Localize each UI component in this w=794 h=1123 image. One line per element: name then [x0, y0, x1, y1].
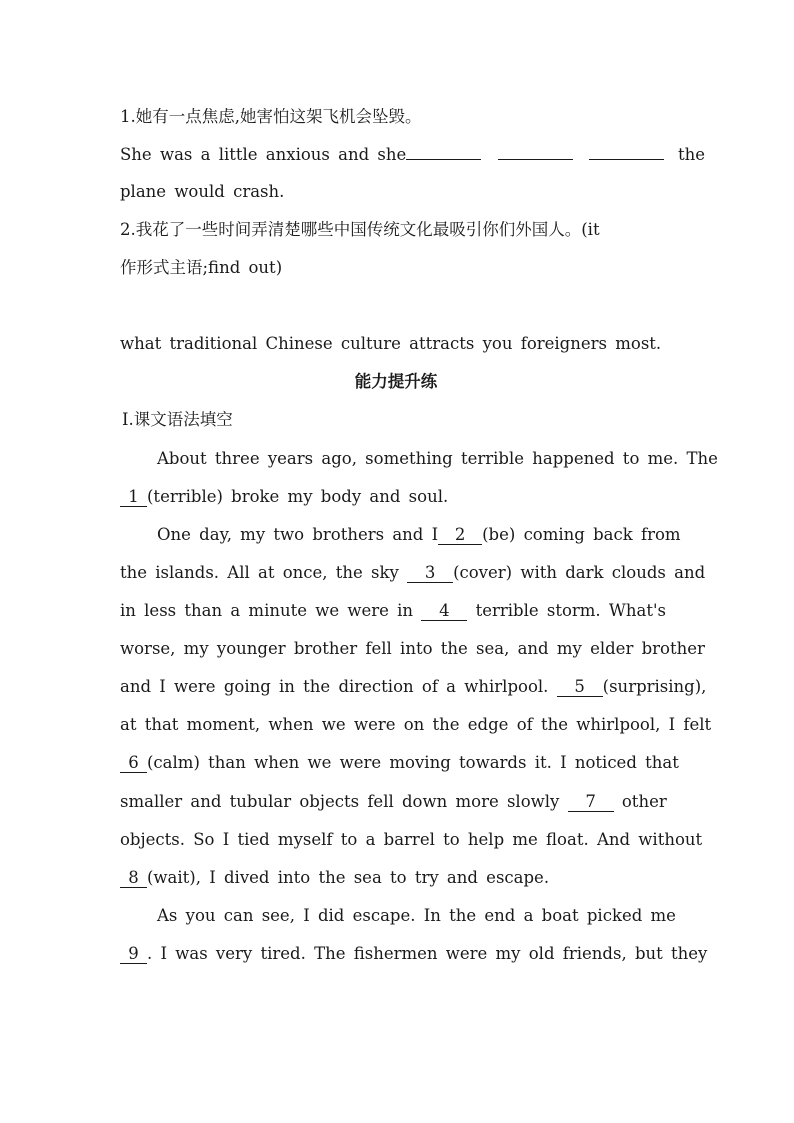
passage-line-13: As you can see, I did escape. In the end a boat picked me — [157, 906, 676, 925]
q1-blank-2[interactable] — [498, 143, 573, 160]
q1-english-text: She was a little anxious and she — [120, 145, 407, 164]
blank-9[interactable]: 9 — [120, 945, 147, 964]
blank-2[interactable]: 2 — [438, 526, 482, 545]
passage-line-3-post: (be) coming back from — [482, 525, 681, 544]
passage-line-5-post: terrible storm. What's — [475, 601, 666, 620]
q1-english-the: the — [678, 145, 706, 164]
passage-line-7 — [120, 676, 707, 698]
section-title: 能力提升练 — [354, 372, 438, 391]
passage-line-1: About three years ago, something terrible happened to me. The — [157, 449, 718, 468]
blank-8[interactable]: 8 — [120, 869, 147, 888]
passage-line-6: worse, my younger brother fell into the sea, and my elder brother — [120, 639, 705, 658]
blank-5[interactable]: 5 — [557, 678, 603, 697]
passage-line-14 — [120, 943, 708, 965]
blank-6[interactable]: 6 — [120, 754, 147, 773]
passage-line-12 — [120, 867, 672, 889]
passage-line-10-pre: smaller and tubular objects fell down more slowly — [120, 792, 560, 811]
passage-line-11: objects. So I tied myself to a barrel to help me float. And without — [120, 830, 703, 849]
passage-line-2 — [120, 486, 672, 508]
q1-english-line — [120, 143, 706, 166]
passage-line-9 — [120, 752, 679, 774]
passage-line-12-text: (wait), I dived into the sea to try and escape. — [147, 868, 550, 887]
blank-1[interactable]: 1 — [120, 488, 147, 507]
passage-line-7-post: (surprising), — [602, 677, 707, 696]
passage-line-4-post: (cover) with dark clouds and — [453, 563, 706, 582]
passage-line-14-text: . I was very tired. The fishermen were my old friends, but they — [147, 944, 708, 963]
blank-3[interactable]: 3 — [407, 564, 453, 583]
q2-english-line: what traditional Chinese culture attracts you foreigners most. — [120, 334, 662, 353]
passage-line-5 — [120, 600, 672, 622]
passage-line-7-pre: and I were going in the direction of a whirlpool. — [120, 677, 549, 696]
q1-blank-3[interactable] — [589, 143, 664, 160]
q1-chinese-prompt: 1.她有一点焦虑,她害怕这架飞机会坠毁。 — [120, 107, 422, 126]
blank-4[interactable]: 4 — [421, 602, 467, 621]
blank-7[interactable]: 7 — [568, 793, 614, 812]
passage-line-4-pre: the islands. All at once, the sky — [120, 563, 399, 582]
passage-line-10-post: other — [621, 792, 667, 811]
passage-line-4 — [120, 562, 706, 584]
q2-chinese-prompt: 2.我花了一些时间弄清楚哪些中国传统文化最吸引你们外国人。(it — [120, 220, 600, 239]
passage-line-9-text: (calm) than when we were moving towards it. I noticed that — [147, 753, 679, 772]
q1-blank-1[interactable] — [406, 143, 481, 160]
passage-line-3 — [157, 524, 681, 546]
q1-english-end: plane would crash. — [120, 182, 285, 201]
passage-line-2-text: (terrible) broke my body and soul. — [147, 487, 449, 506]
passage-line-10 — [120, 791, 672, 813]
q2-chinese-hint: 作形式主语;find out) — [120, 258, 283, 277]
passage-line-3-pre: One day, my two brothers and I — [157, 525, 439, 544]
part-title: Ⅰ.课文语法填空 — [122, 410, 233, 429]
passage-line-5-pre: in less than a minute we were in — [120, 601, 414, 620]
passage-line-8: at that moment, when we were on the edge of the whirlpool, I felt — [120, 715, 712, 734]
